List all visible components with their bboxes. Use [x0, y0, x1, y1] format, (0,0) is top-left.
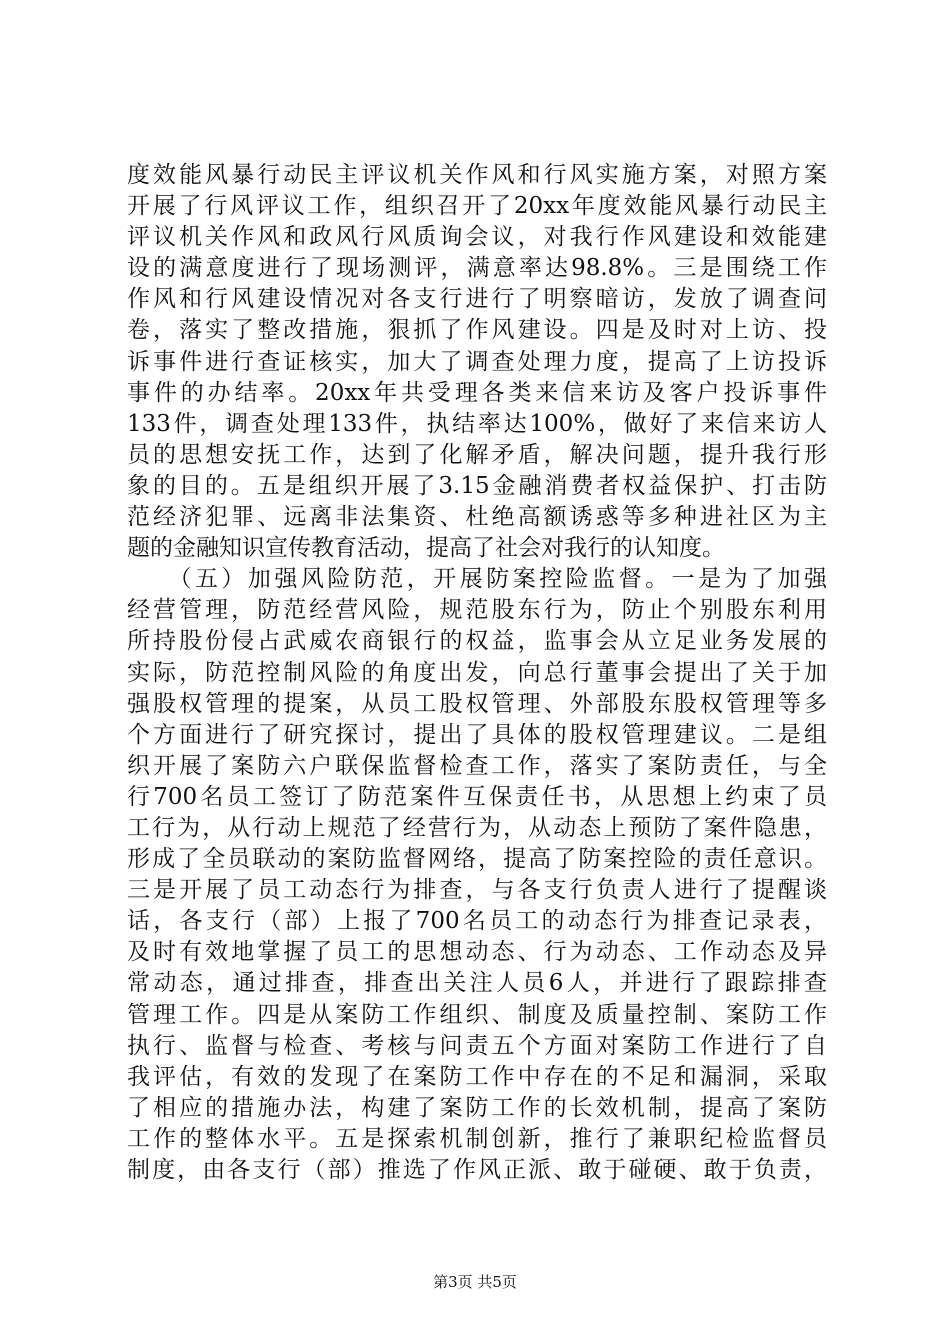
text-line: 工作的整体水平。五是探索机制创新，推行了兼职纪检监督员	[127, 1125, 827, 1152]
page-footer: 第3页 共5页	[433, 1273, 517, 1291]
text-line: 我评估，有效的发现了在案防工作中存在的不足和漏洞，采取	[127, 1063, 827, 1090]
text-line: 度效能风暴行动民主评议机关作风和行风实施方案，对照方案	[127, 162, 827, 188]
text-line: 133件，调查处理133件，执结率达100%，做好了来信来访人	[127, 410, 827, 437]
body-text	[127, 160, 827, 1186]
text-line: 个方面进行了研究探讨，提出了具体的股权管理建议。二是组	[127, 721, 827, 748]
text-line: 经营管理，防范经营风险，规范股东行为，防止个别股东利用	[127, 597, 827, 624]
text-line: 三是开展了员工动态行为排查，与各支行负责人进行了提醒谈	[127, 877, 827, 904]
text-line: 及时有效地掌握了员工的思想动态、行为动态、工作动态及异	[127, 939, 827, 966]
text-line: 卷，落实了整改措施，狠抓了作风建设。四是及时对上访、投	[127, 317, 827, 344]
text-line: 诉事件进行查证核实，加大了调查处理力度，提高了上访投诉	[127, 348, 827, 375]
text-line: 题的金融知识宣传教育活动，提高了社会对我行的认知度。	[127, 535, 725, 562]
text-line: 了相应的措施办法，构建了案防工作的长效机制，提高了案防	[127, 1094, 827, 1121]
text-line: 评议机关作风和政风行风质询会议，对我行作风建设和效能建	[127, 224, 827, 251]
text-line: 话，各支行（部）上报了700名员工的动态行为排查记录表，	[127, 908, 827, 935]
text-line: 管理工作。四是从案防工作组织、制度及质量控制、案防工作	[127, 1001, 827, 1028]
text-line: 强股权管理的提案，从员工股权管理、外部股东股权管理等多	[127, 690, 827, 717]
text-line: 制度，由各支行（部）推选了作风正派、敢于碰硬、敢于负责，	[127, 1157, 827, 1183]
text-line: 执行、监督与检查、考核与问责五个方面对案防工作进行了自	[127, 1032, 827, 1059]
text-line: 象的目的。五是组织开展了3.15金融消费者权益保护、打击防	[127, 472, 827, 499]
text-line: 所持股份侵占武威农商银行的权益，监事会从立足业务发展的	[127, 628, 827, 655]
text-line: 行700名员工签订了防范案件互保责任书，从思想上约束了员	[127, 783, 827, 810]
text-line: 员的思想安抚工作，达到了化解矛盾，解决问题，提升我行形	[127, 441, 827, 468]
text-line: 范经济犯罪、远离非法集资、杜绝高额诱惑等多种进社区为主	[127, 504, 827, 531]
text-line: 作风和行风建设情况对各支行进行了明察暗访，发放了调查问	[127, 286, 827, 313]
text-line: 实际，防范控制风险的角度出发，向总行董事会提出了关于加	[127, 659, 827, 686]
text-line: 形成了全员联动的案防监督网络，提高了防案控险的责任意识。	[127, 846, 827, 873]
text-line: 工行为，从行动上规范了经营行为，从动态上预防了案件隐患，	[127, 814, 827, 841]
text-line: 事件的办结率。20xx年共受理各类来信来访及客户投诉事件	[127, 379, 827, 406]
text-line: 织开展了案防六户联保监督检查工作，落实了案防责任，与全	[127, 752, 827, 779]
text-line: 开展了行风评议工作，组织召开了20xx年度效能风暴行动民主	[127, 193, 827, 220]
text-line: 常动态，通过排查，排查出关注人员6人，并进行了跟踪排查	[127, 970, 827, 997]
text-line: （五）加强风险防范，开展防案控险监督。一是为了加强	[127, 566, 827, 593]
text-line: 设的满意度进行了现场测评，满意率达98.8%。三是围绕工作	[127, 255, 827, 282]
